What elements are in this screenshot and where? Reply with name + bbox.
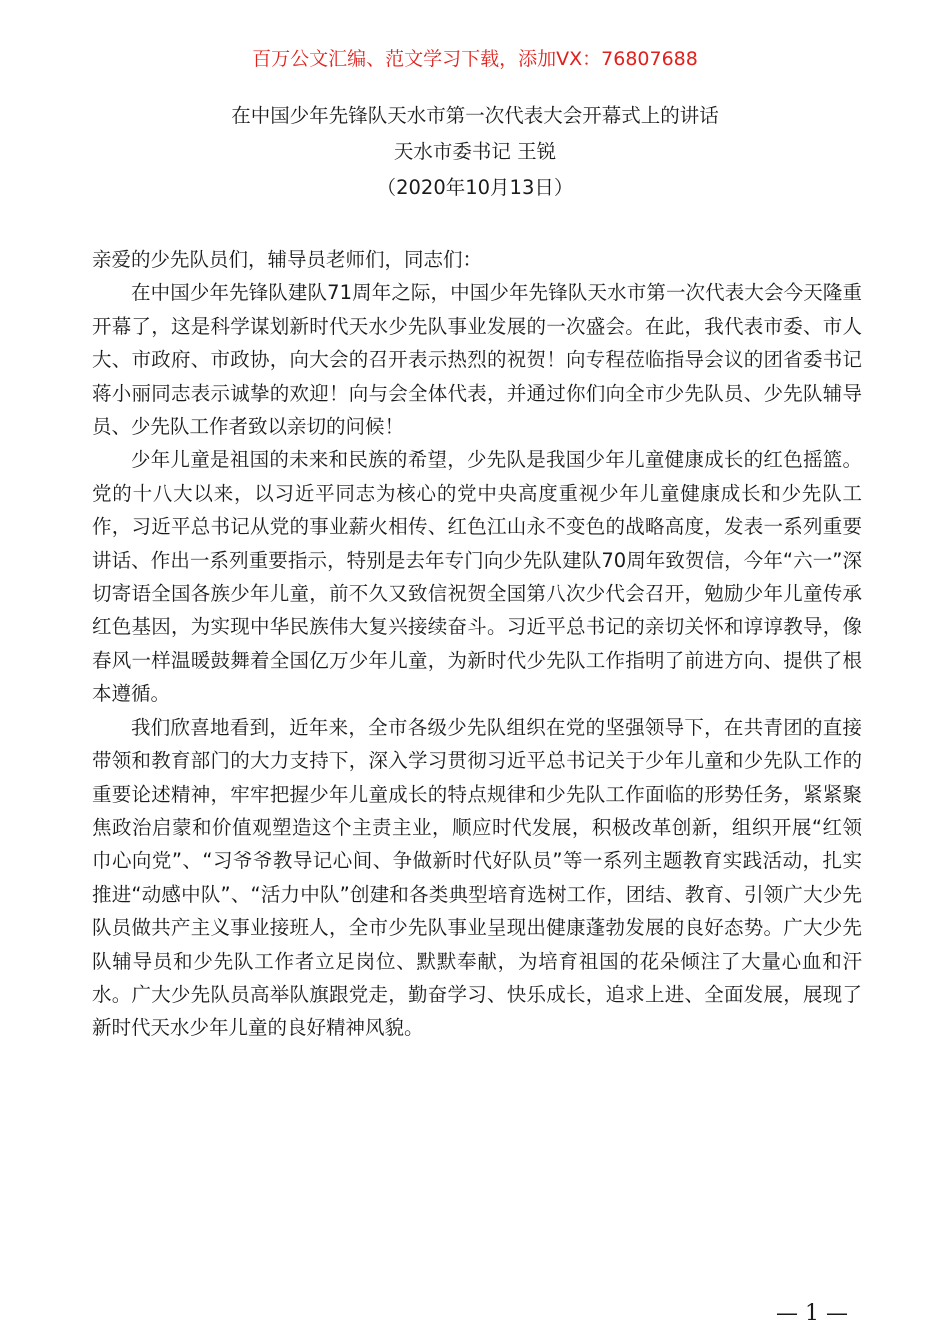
paragraph-1: 在中国少年先锋队建队71周年之际，中国少年先锋队天水市第一次代表大会今天隆重开幕了，这是科学谋划新时代天水少先队事业发展的一次盛会。在此，我代表市委、市人大、市政府、市政协，向大会的召开表示热烈的祝贺！向专程莅临指导会议的团省委书记蒋小丽同志表示诚挚的欢迎！向与会全体代表，并通过你们向全市少先队员、少先队辅导员、少先队工作者致以亲切的问候！ xyxy=(92,281,862,439)
paragraph-2: 少年儿童是祖国的未来和民族的希望，少先队是我国少年儿童健康成长的红色摇篮。党的十八大以来，以习近平同志为核心的党中央高度重视少年儿童健康成长和少先队工作，习近平总书记从党的事业薪火相传、红色江山永不变色的战略高度，发表一系列重要讲话、作出一系列重要指示，特别是去年专门向少先队建队70周年致贺信，今年“六一”深切寄语全国各族少年儿童，前不久又致信祝贺全国第八次少代会召开，勉励少年儿童传承红色基因，为实现中华民族伟大复兴接续奋斗。习近平总书记的亲切关怀和谆谆教导，像春风一样温暖鼓舞着全国亿万少年儿童，为新时代少先队工作指明了前进方向、提供了根本遵循。 xyxy=(92,448,862,706)
salutation: 亲爱的少先队员们，辅导员老师们，同志们： xyxy=(92,248,483,271)
page-number: — 1 — xyxy=(776,1301,848,1326)
watermark-header: 百万公文汇编、范文学习下载，添加VX：76807688 xyxy=(252,48,698,70)
paragraph-3: 我们欣喜地看到，近年来，全市各级少先队组织在党的坚强领导下，在共青团的直接带领和教育部门的大力支持下，深入学习贯彻习近平总书记关于少年儿童和少先队工作的重要论述精神，牢牢把握少年儿童成长的特点规律和少先队工作面临的形势任务，紧紧聚焦政治启蒙和价值观塑造这个主责主业，顺应时代发展，积极改革创新，组织开展“红领巾心向党”、“习爷爷教导记心间、争做新时代好队员”等一系列主题教育实践活动，扎实推进“动感中队”、“活力中队”创建和各类典型培育选树工作，团结、教育、引领广大少先队员做共产主义事业接班人，全市少先队事业呈现出健康蓬勃发展的良好态势。广大少先队辅导员和少先队工作者立足岗位、默默奉献，为培育祖国的花朵倾注了大量心血和汗水。广大少先队员高举队旗跟党走，勤奋学习、快乐成长，追求上进、全面发展，展现了新时代天水少年儿童的良好精神风貌。 xyxy=(92,715,862,1040)
date-line: （2020年10月13日） xyxy=(376,176,574,199)
speaker-line: 天水市委书记 王锐 xyxy=(393,140,557,163)
document-body xyxy=(92,243,862,1045)
title-block xyxy=(0,98,950,206)
document-title: 在中国少年先锋队天水市第一次代表大会开幕式上的讲话 xyxy=(231,104,719,127)
